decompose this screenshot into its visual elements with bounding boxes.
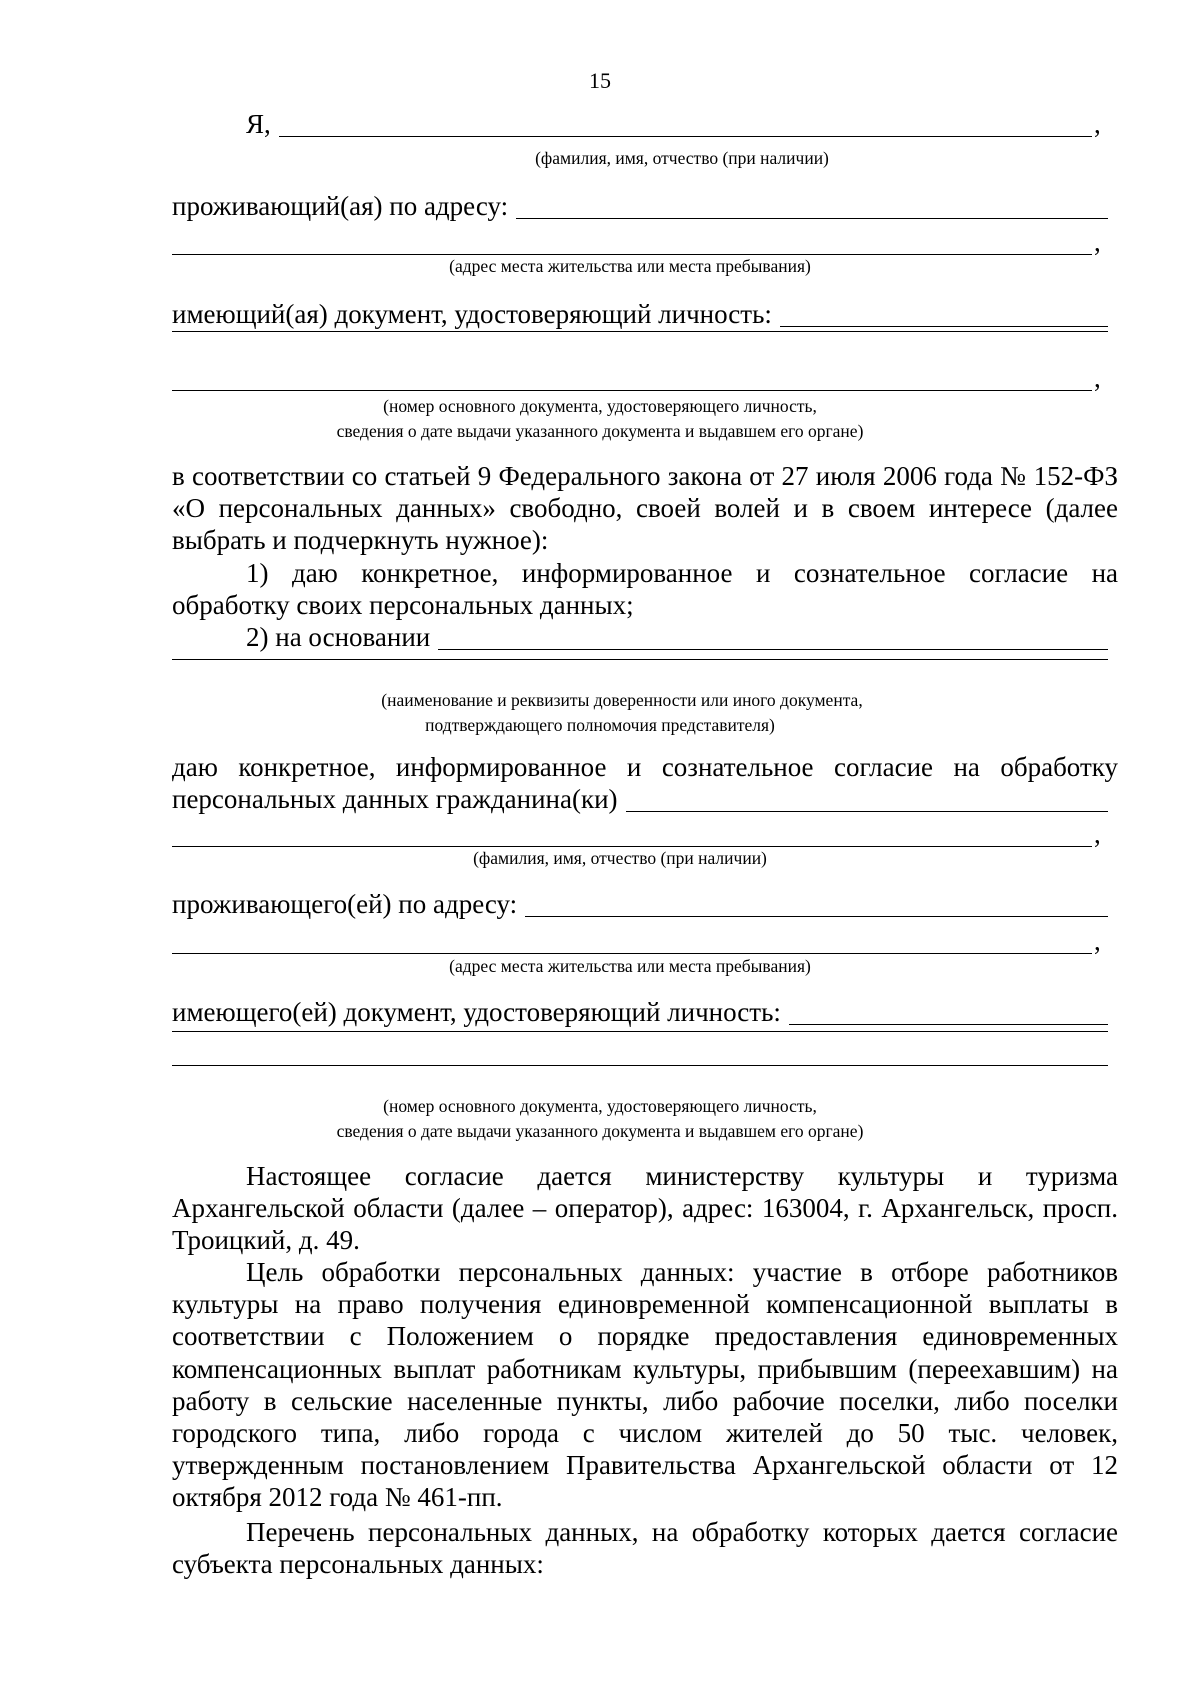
citizen-name-line-2: , <box>172 818 1108 850</box>
document2-field-1[interactable] <box>789 1023 1108 1025</box>
address-line-1 <box>172 190 1108 222</box>
hint-doc-1: (номер основного документа, удостоверяющего личность, <box>383 396 817 416</box>
hint-address: (адрес места жительства или места пребывания) <box>449 256 811 276</box>
document-field-3[interactable] <box>172 389 1092 391</box>
hint-fio-2: (фамилия, имя, отчество (при наличии) <box>473 848 767 868</box>
applicant-name-field[interactable] <box>279 135 1092 137</box>
applicant-name-line: Я, , <box>246 109 1101 139</box>
power-of-attorney-line-2 <box>172 658 1108 663</box>
document2-field-3[interactable] <box>172 1064 1108 1066</box>
residing-label: проживающий(ая) по адресу: <box>172 191 509 221</box>
hint-doc2-2: сведения о дате выдачи указанного документа и выдавшем его органе) <box>336 1121 864 1141</box>
ya-label: Я, <box>246 109 271 139</box>
address2-line-2: , <box>172 925 1108 957</box>
document-field-1[interactable] <box>780 325 1108 327</box>
hint-doc-2: сведения о дате выдачи указанного документа и выдавшем его органе) <box>336 421 864 441</box>
address2-line-1 <box>172 888 1108 920</box>
operator-paragraph: Настоящее согласие дается министерству культуры и туризма Архангельской области (далее – оператор), адрес: 163004, г. Архангельск, просп. Троицкий, д. 49. <box>172 1161 1118 1256</box>
hint-doc2-1: (номер основного документа, удостоверяющего личность, <box>383 1096 817 1116</box>
law-paragraph: в соответствии со статьей 9 Федерального закона от 27 июля 2006 года № 152-ФЗ «О персональных данных» свободно, своей волей и в своем интересе (далее выбрать и подчеркнуть нужное): <box>172 461 1118 556</box>
power-of-attorney-field-2[interactable] <box>172 658 1108 660</box>
list-paragraph: Перечень персональных данных, на обработку которых дается согласие субъекта персональных данных: <box>172 1517 1118 1580</box>
address2-field-1[interactable] <box>525 915 1108 917</box>
power-of-attorney-field-1[interactable] <box>438 648 1108 650</box>
document2-field-2[interactable] <box>172 1030 1108 1032</box>
document-line-2 <box>172 330 1108 335</box>
hint-address-2: (адрес места жительства или места пребывания) <box>449 956 811 976</box>
purpose-paragraph: Цель обработки персональных данных: участие в отборе работников культуры на право получения единовременной компенсационной выплаты в соответствии с Положением о порядке предоставления единовременных компенсационных выплат работникам культуры, прибывшим (переехавшим) на работу в сельские населенные пункты, либо рабочие поселки, либо поселки городского типа, либо города с числом жителей до 50 тыс. человек, утвержденным постановлением Правительства Архангельской области от 12 октября 2012 года № 461-пп. <box>172 1257 1118 1513</box>
option-2-line <box>246 621 1108 653</box>
consent-line-2: персональных данных гражданина(ки) <box>172 784 618 814</box>
consent-line-1: даю конкретное, информированное и сознательное согласие на обработку <box>172 752 1118 782</box>
citizen-name-line-1 <box>172 783 1108 815</box>
page-number: 15 <box>589 68 611 93</box>
hint-power-2: подтверждающего полномочия представителя) <box>425 715 775 735</box>
hint-fio: (фамилия, имя, отчество (при наличии) <box>535 148 829 168</box>
document2-line-3 <box>172 1064 1108 1069</box>
hint-power-1: (наименование и реквизиты доверенности или иного документа, <box>381 690 863 710</box>
document-line-1 <box>172 298 1108 330</box>
document2-line-2 <box>172 1030 1108 1035</box>
having-doc2-label: имеющего(ей) документ, удостоверяющий личность: <box>172 997 781 1027</box>
having-doc-label: имеющий(ая) документ, удостоверяющий личность: <box>172 299 772 329</box>
option-1: 1) даю конкретное, информированное и сознательное согласие на обработку своих персональных данных; <box>172 558 1118 621</box>
citizen-name-field-1[interactable] <box>626 810 1108 812</box>
document-line-3: , <box>172 362 1108 394</box>
residing2-label: проживающего(ей) по адресу: <box>172 889 518 919</box>
document-field-2[interactable] <box>172 330 1108 332</box>
address-field-1[interactable] <box>516 217 1108 219</box>
document2-line-1 <box>172 996 1108 1028</box>
option-2-label: 2) на основании <box>246 622 431 652</box>
address-line-2: , <box>172 226 1108 258</box>
